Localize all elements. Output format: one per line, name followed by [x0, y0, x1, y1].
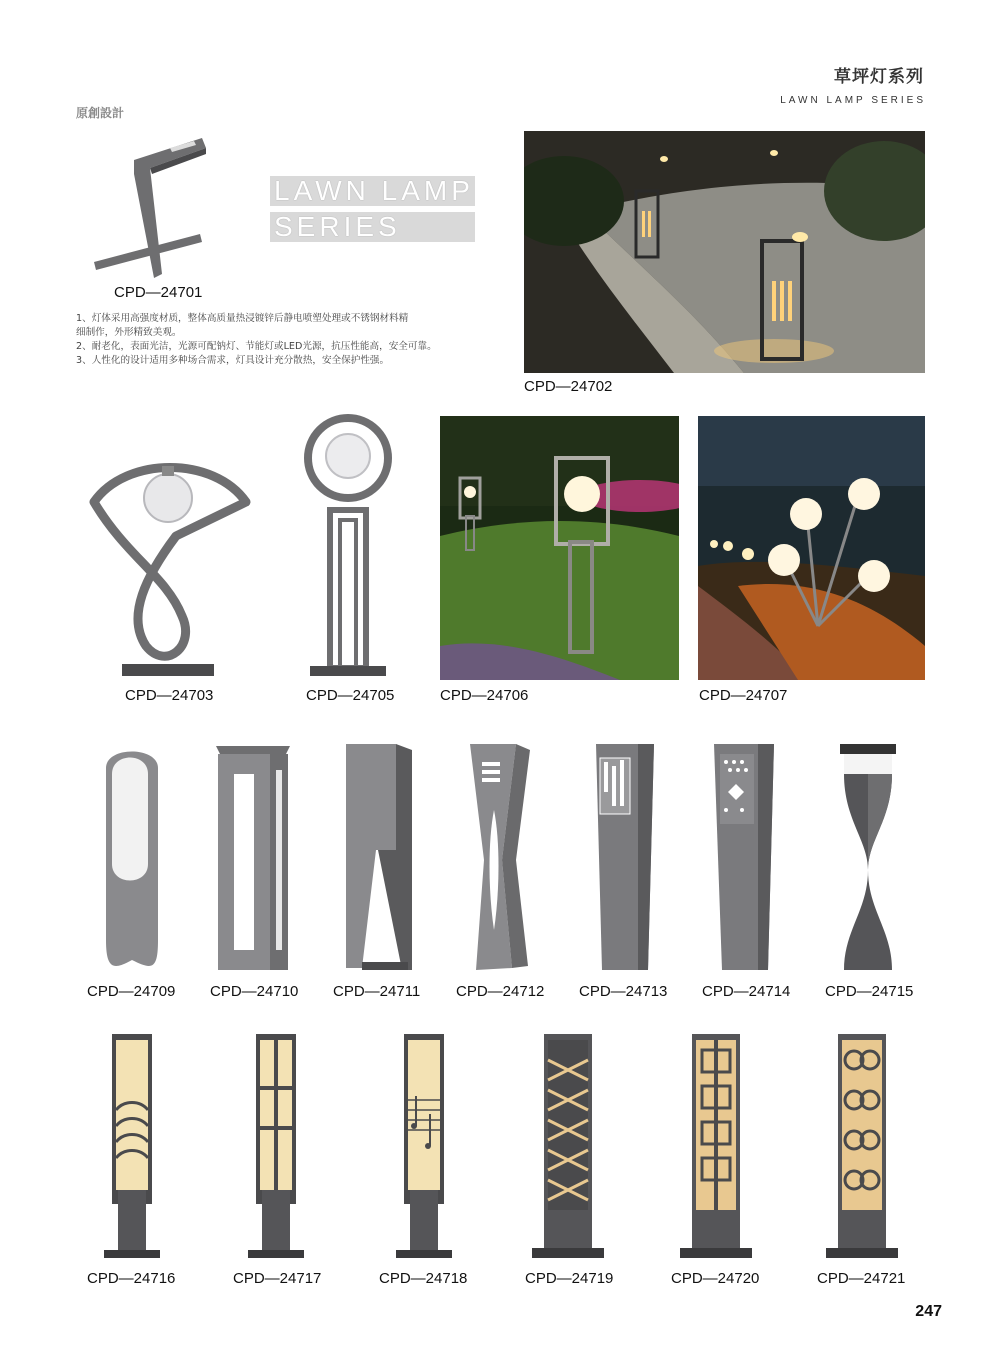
product-code-24710: CPD—24710: [210, 983, 299, 1000]
product-photo-24702: [524, 131, 925, 373]
product-image-24719: [530, 1030, 606, 1262]
product-image-24721: [824, 1030, 900, 1262]
product-code-24717: CPD—24717: [233, 1270, 322, 1287]
product-code-24718: CPD—24718: [379, 1270, 468, 1287]
product-image-24709: [102, 740, 162, 972]
product-code-24711: CPD—24711: [333, 983, 421, 1000]
product-photo-24706: [440, 416, 679, 680]
description-line-4: 3、人性化的设计适用多种场合需求，灯具设计充分散热，安全保护性强。: [76, 355, 390, 366]
product-image-24716: [100, 1030, 164, 1262]
product-code-24715: CPD—24715: [825, 983, 914, 1000]
product-code-24703: CPD—24703: [125, 687, 214, 704]
product-code-24713: CPD—24713: [579, 983, 668, 1000]
product-image-24717: [244, 1030, 308, 1262]
product-image-24710: [214, 740, 292, 972]
product-image-24712: [466, 740, 534, 972]
description-line-2: 细制作，外形精致美观。: [76, 327, 182, 338]
product-image-24705: [300, 414, 396, 680]
product-image-24718: [392, 1030, 456, 1262]
product-photo-24707: [698, 416, 925, 680]
product-image-24703: [86, 446, 254, 680]
series-title: 草坪灯系列: [834, 67, 924, 87]
original-design-label: 原創設計: [76, 106, 125, 120]
product-code-24705: CPD—24705: [306, 687, 395, 704]
description-line-3: 2、耐老化，表面光洁，光源可配钠灯、节能灯或LED光源，抗压性能高，安全可靠。: [76, 341, 437, 352]
product-code-24720: CPD—24720: [671, 1270, 760, 1287]
product-code-24719: CPD—24719: [525, 1270, 614, 1287]
product-image-24715: [838, 740, 898, 972]
description-line-1: 1、灯体采用高强度材质，整体高质量热浸镀锌后静电喷塑处理或不锈钢材料精: [76, 313, 409, 324]
product-code-24712: CPD—24712: [456, 983, 545, 1000]
product-code-24702: CPD—24702: [524, 378, 613, 395]
product-image-24714: [712, 740, 776, 972]
product-code-24721: CPD—24721: [817, 1270, 906, 1287]
product-image-24713: [592, 740, 656, 972]
banner-line-1: LAWN LAMP: [270, 176, 475, 206]
product-code-24709: CPD—24709: [87, 983, 176, 1000]
banner-line-2: SERIES: [270, 212, 475, 242]
product-code-24707: CPD—24707: [699, 687, 788, 704]
product-code-24701: CPD—24701: [114, 284, 203, 301]
product-image-24720: [678, 1030, 754, 1262]
product-code-24716: CPD—24716: [87, 1270, 176, 1287]
series-subtitle: LAWN LAMP SERIES: [780, 95, 926, 106]
product-image-24701: [90, 134, 220, 280]
page-number: 247: [915, 1303, 942, 1320]
product-description: [76, 312, 496, 368]
product-image-24711: [342, 740, 416, 972]
product-code-24706: CPD—24706: [440, 687, 529, 704]
product-code-24714: CPD—24714: [702, 983, 791, 1000]
